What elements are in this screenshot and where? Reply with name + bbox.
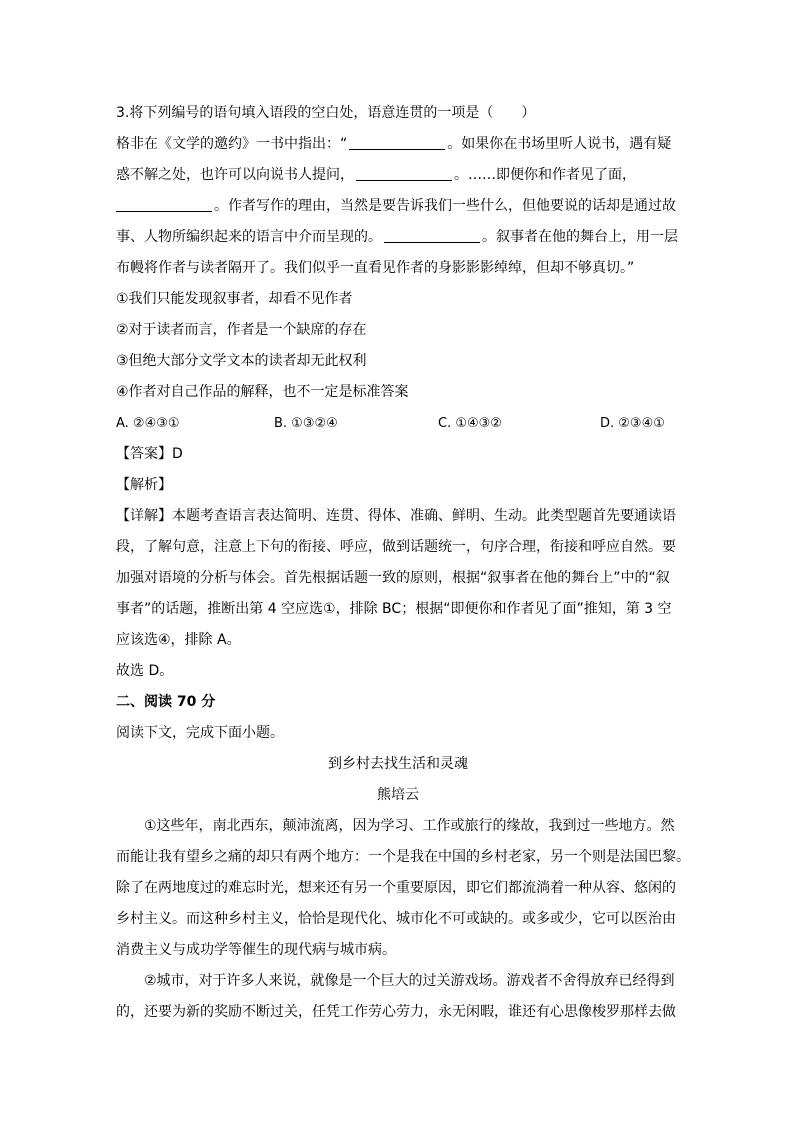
- article-line: 的，还要为新的奖励不断过关，任凭工作劳心劳力，永无闲暇，谁还有心思像梭罗那样去做: [116, 1004, 676, 1020]
- sentence-item: ④作者对自己作品的解释，也不一定是标准答案: [116, 384, 409, 400]
- article-author: 熊培云: [377, 787, 419, 803]
- blank-4: [384, 228, 480, 243]
- detail-line: 事者”的话题，推断出第 4 空应选①，排除 BC；根据“即便你和作者见了面”推知，第 3 空: [116, 601, 672, 617]
- article-line: ②城市，对于许多人来说，就像是一个巨大的过关游戏场。游戏者不舍得放弃已经得到: [144, 973, 675, 989]
- sentence-item: ③但绝大部分文学文本的读者却无此权利: [116, 353, 367, 369]
- article-line: 而能让我有望乡之痛的却只有两个地方：一个是我在中国的乡村老家，另一个则是法国巴黎。: [116, 849, 690, 865]
- article-line: ①这些年，南北西东，颠沛流离，因为学习、工作或旅行的缘故，我到过一些地方。然: [144, 818, 675, 834]
- option-d: D. ②③④①: [600, 416, 665, 431]
- article-title: 到乡村去找生活和灵魂: [328, 756, 468, 772]
- blank-2: [356, 166, 452, 181]
- passage-text: 事、人物所编织起来的语言中介而呈现的。: [116, 229, 382, 245]
- detail-line: 【详解】本题考查语言表达简明、连贯、得体、准确、鲜明、生动。此类型题首先要通读语: [116, 508, 676, 524]
- article-line: 消费主义与成功学等催生的现代病与城市病。: [116, 942, 396, 958]
- section-title: 二、阅读 70 分: [116, 694, 216, 710]
- answer-options: [116, 408, 680, 439]
- passage-line-1: [116, 129, 680, 160]
- blank-1: [349, 135, 445, 150]
- option-a: A. ②④③①: [116, 416, 180, 431]
- option-c: C. ①④③②: [438, 416, 502, 431]
- passage-text: 。如果你在书场里听人说书，遇有疑: [447, 136, 672, 152]
- conclusion: 故选 D。: [116, 663, 174, 679]
- passage-text: 。作者写作的理由，当然是要告诉我们一些什么，但他要说的话却是通过故: [214, 198, 676, 214]
- section-instruction: 阅读下文，完成下面小题。: [116, 725, 284, 741]
- question-stem: 3.将下列编号的语句填入语段的空白处，语意连贯的一项是（ ）: [116, 105, 536, 121]
- article-line: 除了在两地度过的难忘时光，想来还有另一个重要原因，即它们都流淌着一种从容、悠闲的: [116, 880, 676, 896]
- passage-text: 。叙事者在他的舞台上，用一层: [482, 229, 678, 245]
- analysis-label: 【解析】: [116, 477, 172, 493]
- passage-line-4: [116, 222, 680, 253]
- article-line: 乡村主义。而这种乡村主义，恰恰是现代化、城市化不可或缺的。或多或少，它可以医治由: [116, 911, 676, 927]
- answer-label: 【答案】D: [116, 446, 183, 462]
- passage-line-5: 布幔将作者与读者隔开了。我们似乎一直看见作者的身影影影绰绰，但却不够真切。”: [116, 260, 635, 276]
- passage-line-3: [116, 191, 680, 222]
- passage-text: 。……即便你和作者见了面，: [454, 167, 636, 183]
- sentence-item: ②对于读者而言，作者是一个缺席的存在: [116, 322, 367, 338]
- passage-line-2: [116, 160, 680, 191]
- detail-line: 段，了解句意，注意上下句的衔接、呼应，做到话题统一，句序合理，衔接和呼应自然。要: [116, 539, 676, 555]
- detail-line: 应该选④，排除 A。: [116, 632, 241, 648]
- document-page: [116, 98, 690, 1028]
- option-b: B. ①③②④: [274, 416, 338, 431]
- passage-text: 惑不解之处，也许可以向说书人提问，: [116, 167, 354, 183]
- blank-3: [116, 197, 212, 212]
- detail-line: 加强对语境的分析与体会。首先根据话题一致的原则，根据“叙事者在他的舞台上”中的“叙: [116, 570, 670, 586]
- sentence-item: ①我们只能发现叙事者，却看不见作者: [116, 291, 353, 307]
- passage-text: 格非在《文学的邀约》一书中指出：“: [116, 136, 348, 152]
